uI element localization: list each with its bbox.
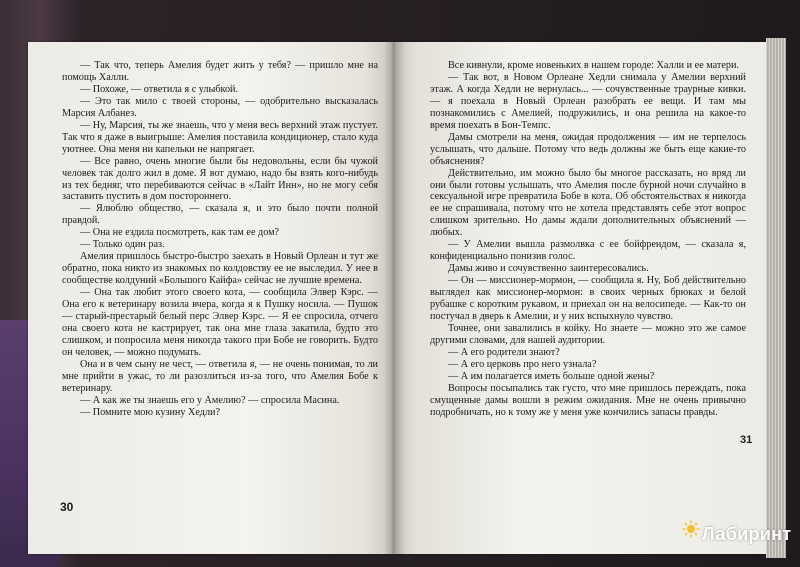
paragraph: Точнее, они завалились в койку. Но знаете — можно это же самое другими словами, для нашей аудитории. (430, 322, 746, 346)
left-page-text (62, 60, 378, 419)
page-number-right: 31 (740, 434, 753, 446)
page-stack-edge (766, 38, 786, 558)
paragraph: — Это так мило с твоей стороны, — одобрительно высказалась Марсия Албанез. (62, 95, 378, 119)
paragraph: — У Амелии вышла размолвка с ее бойфрендом, — сказала я, конфиденциально понизив голос. (430, 239, 746, 263)
right-page (394, 42, 766, 554)
paragraph: — А им полагается иметь больше одной жены? (448, 370, 655, 382)
sun-logo-icon (682, 520, 700, 538)
paragraph: — Она так любит этого своего кота, — сообщила Элвер Кэрс. — Она его к ветеринару возила вчера, когда я к Пушку носила. — Пушок — старый-престарый белый перс Элвер Кэрс. — Я ее спросила, отчего она своего кота не кастрирует, так она мне глаза закатила, будто это слишком, и попросила меня никогда такого при Бобе не говорить. Будто он человек, — можно подумать. (62, 287, 378, 358)
page-number-left: 30 (60, 500, 74, 514)
paragraph: — А его церковь про него узнала? (448, 358, 597, 370)
paragraph: Она и в чем сыну не чест, — ответила я, — не очень понимая, то ли мне прийти в ужас, то ли разозлиться из-за того, что Амелия Бобе к ветеринару. (62, 358, 378, 394)
paragraph: — Похоже, — ответила я с улыбкой. (80, 83, 239, 95)
paragraph: Амелия пришлось быстро-быстро заехать в Новый Орлеан и тут же обратно, пока никто из знакомых по колдовству ее не выследил. У нее в сообществе колдуний «Большого Кайфа» сейчас не лучшие времена. (62, 251, 378, 287)
paragraph: — Ну, Марсия, ты же знаешь, что у меня весь верхний этаж пустует. Так что я даже в выигрыше: Амелия поставила кондиционер, стало куда уютнее. Она меня ни капельки не напрягает. (62, 119, 378, 155)
paragraph: — А его родители знают? (448, 346, 560, 358)
paragraph: Дамы живо и сочувственно заинтересовались. (448, 263, 649, 275)
paragraph: — Так что, теперь Амелия будет жить у тебя? — пришло мне на помощь Халли. (62, 60, 378, 83)
paragraph: — Она не ездила посмотреть, как там ее дом? (80, 227, 280, 239)
paragraph: — Все равно, очень многие были бы недовольны, если бы чужой человек так долго жил в доме. Я вот думаю, надо бы взять кого-нибудь из тех бедняг, что перебиваются сейчас в «Лайт Инн», но не могу себя заставить пустить в дом постороннего. (62, 155, 378, 203)
paragraph: Вопросы посыпались так густо, что мне пришлось переждать, пока смущенные дамы вошли в режим ожидания. Мне не очень привычно подробничать, но к тому же у меня уже кончились запасы правды. (430, 382, 746, 418)
paragraph: Все кивнули, кроме новеньких в нашем городе: Халли и ее матери. (448, 60, 739, 71)
left-page (28, 42, 394, 554)
paragraph: — А как же ты знаешь его у Амелию? — спросила Масина. (80, 394, 340, 406)
paragraph: — Помните мою кузину Хедли? (80, 406, 221, 418)
paragraph: — Так вот, в Новом Орлеане Хедли снимала у Амелии верхний этаж. А когда Хедли не вернулась... — сочувственные траурные кивки. — я поехала в Новый Орлеан разобрать ее вещи. И там мы познакомились с Амелией, подружились, и она решила на какое-то время поехать в Бон-Темпс. (430, 71, 746, 131)
right-page-text (430, 60, 746, 419)
paragraph: — Только один раз. (80, 239, 165, 251)
paragraph: Дамы смотрели на меня, ожидая продолжения — им не терпелось услышать, что дальше. Потому что ведь должны же быть еще какие-то объяснения? (430, 131, 746, 167)
watermark-labirint: Лабиринт (702, 524, 792, 544)
paragraph: — Ялюблю общество, — сказала я, и это было почти полной правдой. (62, 203, 378, 227)
paragraph: Действительно, им можно было бы многое рассказать, но вряд ли они были готовы услышать, что Амелия после бурной ночи случайно в сексуальной игре превратила Бобе в кота. Об обстоятельствах я никогда ее не спрашивала, потому что не хотела представлять себе этот вопрос слишком зрительно. Но дамы ждали дополнительных объяснений — любых. (430, 167, 746, 239)
paragraph: — Он — миссионер-мормон, — сообщила я. Ну, Боб действительно выглядел как миссионер-мормон: в своих черных брюках и белой рубашке с коротким рукавом, и приехал он на велосипеде. — Как-то он постучал в дверь к Амелии, и у них вспыхнуло чувство. (430, 275, 746, 323)
book-gutter-shadow (384, 42, 406, 554)
